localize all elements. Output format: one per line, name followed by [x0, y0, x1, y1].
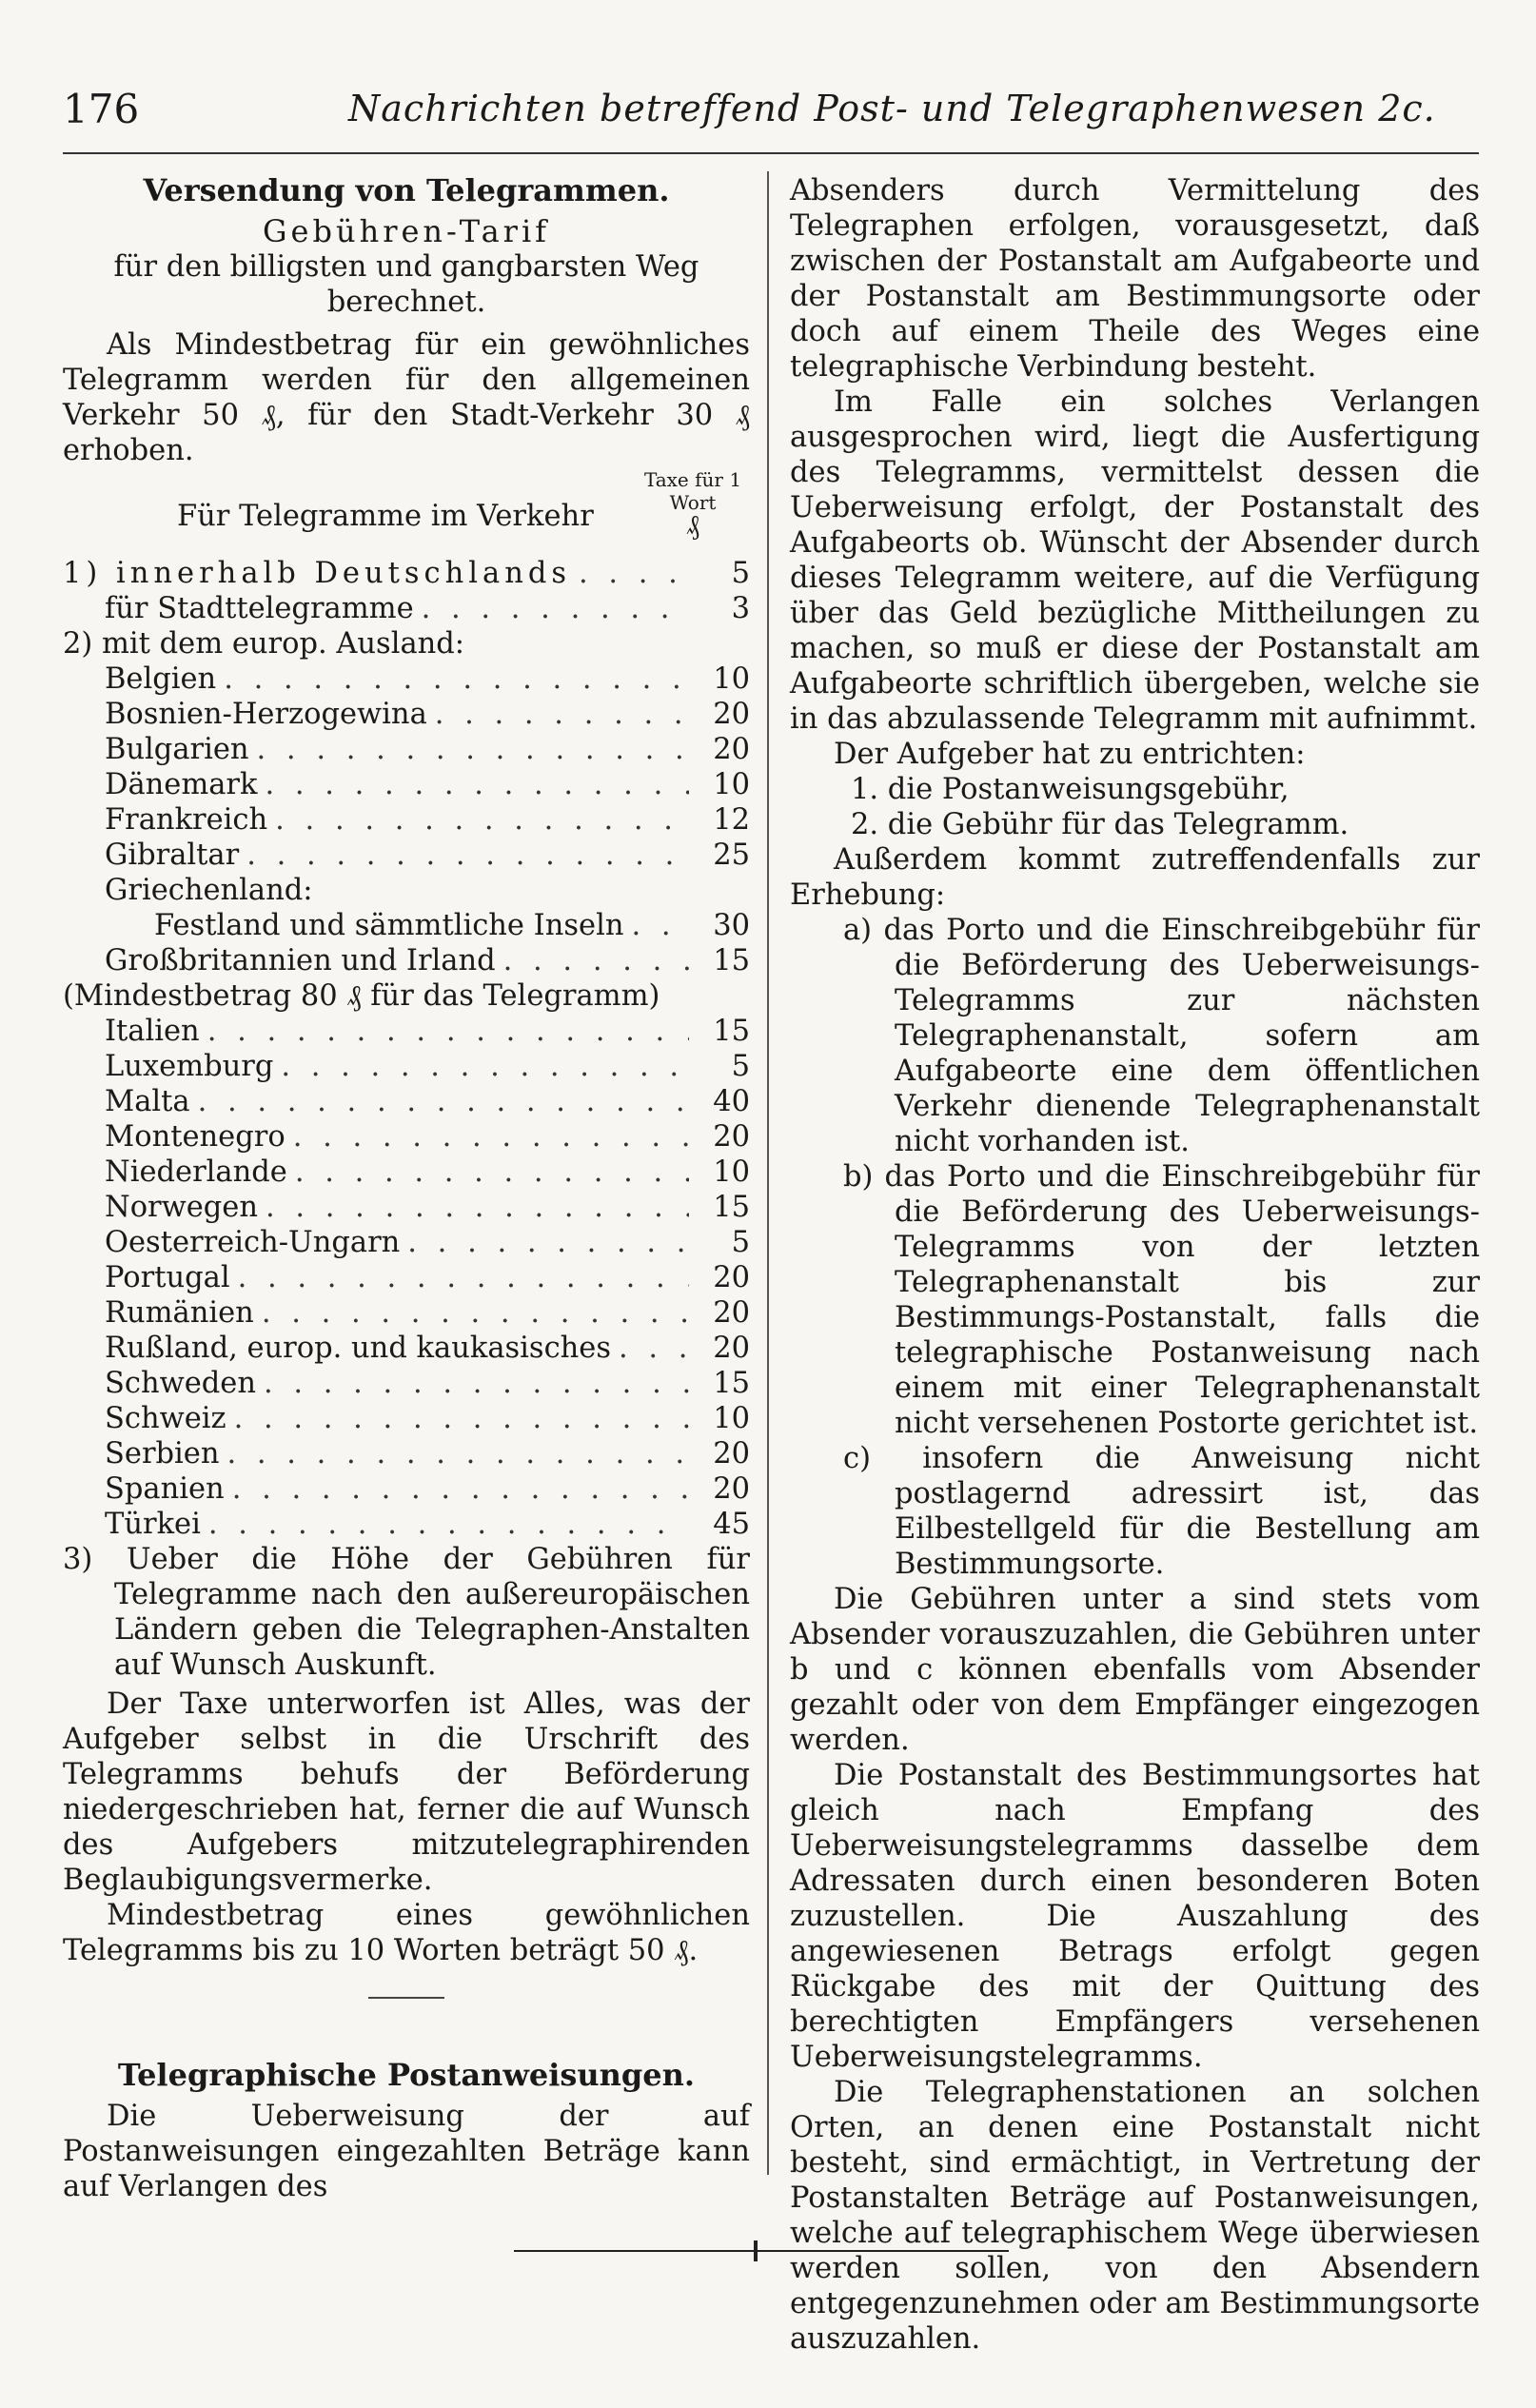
gb-note: (Mindestbetrag 80 ₰ für das Telegramm) [63, 979, 660, 1013]
country-name: Italien [105, 1015, 200, 1048]
charge-item-c: c) insofern die Anweisung nicht postlagernd adressirt ist, das Eilbestellgeld für die Bestellung am Bestimmungsorte. [843, 1442, 1480, 1581]
table-row [63, 1366, 750, 1401]
country-name: Türkei [105, 1508, 201, 1541]
country-rate: 20 [713, 1120, 750, 1154]
leader-dots [293, 1119, 689, 1155]
table-row [63, 732, 750, 767]
bottom-ornament-rule [514, 2240, 1009, 2260]
country-rate: 10 [713, 768, 750, 801]
section-title-telegrams: Versendung von Telegrammen. [143, 172, 670, 208]
row-label: Festland und sämmtliche Inseln [154, 909, 624, 942]
table-row [63, 908, 750, 943]
country-name: Belgien [105, 662, 217, 696]
table-row [63, 943, 750, 978]
table-header-rate [636, 468, 750, 539]
country-name: Frankreich [105, 803, 268, 837]
leader-dots [208, 1507, 689, 1542]
leader-dots [281, 1049, 689, 1084]
right-paragraph-2: Im Falle ein solches Verlangen ausgesprochen wird, liegt die Ausfertigung des Telegramms, vermittelst dessen die Ueberweisung erfolgt, der Postanstalt des Aufgabeorts ob. Wünscht der Absender durch dieses Telegramm weitere, auf die Verfügung über das Geld bezügliche Mittheilungen zu machen, so muß er diese der Postanstalt am Aufgabeorte schriftlich übergeben, welche sie in das abzulassende Telegramm mit aufnimmt. [790, 385, 1480, 736]
row-label: für Stadttelegramme [105, 592, 414, 625]
leader-dots [207, 1014, 689, 1049]
section-2-label: 2) mit dem europ. Ausland: [63, 627, 465, 661]
country-name: Montenegro [105, 1120, 286, 1154]
leader-dots [234, 1401, 689, 1436]
table-row [63, 802, 750, 838]
table-row [63, 1225, 750, 1260]
country-name: Niederlande [105, 1155, 287, 1189]
right-paragraph-3: Der Aufgeber hat zu entrichten: [834, 738, 1306, 771]
charge-item-b: b) das Porto und die Einschreibgebühr für die Beförderung des Ueberweisungs-Telegramms von der letzten Telegraphenanstalt bis zur Bestimmungs-Postanstalt, falls die telegraphische Postanweisung nach einem mit einer Telegraphenanstalt nicht versehenen Postorte gerichtet ist. [843, 1160, 1480, 1440]
table-row [63, 661, 750, 697]
right-paragraph-1: Absenders durch Vermittelung des Telegraphen erfolgen, vorausgesetzt, daß zwischen der Postanstalt am Aufgabeorte und der Postanstalt am Bestimmungsorte oder doch auf einem Theile des Weges eine telegraphische Verbindung besteht. [790, 174, 1480, 384]
postal-orders-paragraph: Die Ueberweisung der auf Postanweisungen eingezahlten Beträge kann auf Verlangen des [63, 2100, 750, 2203]
intro-paragraph: Als Mindestbetrag für ein gewöhnliches Telegramm werden für den allgemeinen Verkehr 50 ₰, für den Stadt-Verkehr 30 ₰ erhoben. [63, 328, 750, 467]
table-row [63, 1190, 750, 1225]
section-separator [368, 1997, 444, 1999]
country-name: Dänemark [105, 768, 258, 801]
table-row [63, 1260, 750, 1295]
right-column [790, 173, 1480, 2357]
leader-dots [579, 556, 689, 591]
country-list-a [63, 661, 750, 873]
leader-dots [238, 1260, 689, 1295]
leader-dots [246, 838, 689, 873]
row-value: 3 [731, 592, 750, 625]
row-value: 15 [713, 944, 750, 977]
row-label: 1) innerhalb Deutschlands [63, 557, 572, 590]
tariff-heading: Gebühren-Tarif [262, 213, 551, 249]
leader-dots [407, 1225, 689, 1260]
table-row [63, 1401, 750, 1436]
country-rate: 15 [713, 1191, 750, 1224]
country-rate: 20 [713, 1296, 750, 1330]
row-value: 5 [731, 557, 750, 590]
country-list-b [63, 1014, 750, 1542]
country-name: Bulgarien [105, 733, 249, 766]
table-row [63, 1119, 750, 1155]
left-column [63, 173, 750, 2204]
right-paragraph-7: Die Telegraphenstationen an solchen Orten, an denen eine Postanstalt nicht besteht, sind ermächtigt, in Vertretung der Postanstalten Beträge auf Postanweisungen, welche auf telegraphischem Wege überwiesen werden sollen, von den Absendern entgegenzunehmen oder am Bestimmungsorte auszuzahlen. [790, 2076, 1480, 2356]
leader-dots [262, 1295, 689, 1331]
table-row [63, 591, 750, 626]
country-name: Schweiz [105, 1402, 226, 1435]
country-rate: 20 [713, 1332, 750, 1365]
country-rate: 15 [713, 1367, 750, 1400]
country-name: Norwegen [105, 1191, 259, 1224]
country-name: Serbien [105, 1437, 220, 1470]
country-rate: 10 [713, 1155, 750, 1189]
country-rate: 5 [731, 1226, 750, 1259]
page-header [63, 82, 1479, 148]
leader-dots [631, 908, 689, 943]
country-rate: 10 [713, 662, 750, 696]
table-header [63, 468, 750, 556]
table-row [63, 1507, 750, 1542]
table-header-rate-label: Taxe für 1 Wort [643, 468, 742, 514]
country-rate: 40 [713, 1085, 750, 1118]
table-header-label: Für Telegramme im Verkehr [177, 500, 594, 533]
country-name: Bosnien-Herzogewina [105, 698, 427, 731]
row-value: 30 [713, 909, 750, 942]
country-rate: 5 [731, 1050, 750, 1083]
table-row [63, 1014, 750, 1049]
minimum-paragraph: Mindestbetrag eines gewöhnlichen Telegramms bis zu 10 Worten beträgt 50 ₰. [63, 1899, 750, 1967]
table-row [63, 1049, 750, 1084]
page-number: 176 [63, 86, 140, 132]
country-rate: 20 [713, 1261, 750, 1294]
fee-item: 1. die Postanweisungsgebühr, [851, 773, 1290, 806]
leader-dots [266, 1190, 689, 1225]
country-name: Gibraltar [105, 839, 240, 872]
country-rate: 45 [713, 1508, 750, 1541]
leader-dots [224, 661, 689, 697]
leader-dots [275, 802, 689, 838]
table-row [63, 697, 750, 732]
leader-dots [422, 591, 689, 626]
country-name: Rußland, europ. und kaukasisches [105, 1332, 611, 1365]
country-name: Portugal [105, 1261, 230, 1294]
country-rate: 20 [713, 1472, 750, 1506]
section-separator-space [63, 1997, 750, 2058]
leader-dots [503, 943, 689, 978]
country-rate: 10 [713, 1402, 750, 1435]
table-row [63, 1155, 750, 1190]
country-name: Luxemburg [105, 1050, 274, 1083]
country-rate: 20 [713, 733, 750, 766]
table-row [63, 556, 750, 591]
table-header-unit: ₰ [686, 509, 699, 541]
table-row [63, 1295, 750, 1331]
right-paragraph-5: Die Gebühren unter a sind stets vom Absender vorauszuzahlen, die Gebühren unter b und c können ebenfalls vom Absender gezahlt oder von dem Empfänger eingezogen werden. [790, 1583, 1480, 1757]
country-name: Rumänien [105, 1296, 254, 1330]
country-name: Schweden [105, 1367, 256, 1400]
leader-dots [232, 1471, 689, 1507]
section-title-postal-orders: Telegraphische Postanweisungen. [117, 2057, 696, 2093]
leader-dots [619, 1331, 689, 1366]
table-row [63, 1331, 750, 1366]
country-name: Spanien [105, 1472, 225, 1506]
country-rate: 20 [713, 698, 750, 731]
tariff-subheading: für den billigsten und gangbarsten Weg berechnet. [113, 250, 699, 319]
charge-item-a: a) das Porto und die Einschreibgebühr für die Beförderung des Ueberweisungs-Telegramms zur nächsten Telegraphenanstalt, sofern am Aufgabeorte eine dem öffentlichen Verkehr dienende Telegraphenanstalt nicht vorhanden ist. [843, 914, 1480, 1158]
leader-dots [227, 1436, 690, 1471]
running-title: Nachrichten betreffend Post- und Telegraphenwesen 2c. [348, 88, 1436, 129]
leader-dots [257, 732, 689, 767]
country-name: Malta [105, 1085, 190, 1118]
leader-dots [198, 1084, 689, 1119]
leader-dots [264, 1366, 689, 1401]
section-3-paragraph: 3) Ueber die Höhe der Gebühren für Telegramme nach den außereuropäischen Ländern geben die Telegraphen-Anstalten auf Wunsch Auskunft. [63, 1543, 750, 1682]
table-row [63, 1084, 750, 1119]
bottom-ornament-tick [754, 2240, 758, 2261]
leader-dots [266, 767, 690, 802]
country-rate: 12 [713, 803, 750, 837]
country-name: Oesterreich-Ungarn [105, 1226, 401, 1259]
right-paragraph-4: Außerdem kommt zutreffendenfalls zur Erhebung: [790, 843, 1480, 912]
row-label: Großbritannien und Irland [105, 944, 496, 977]
country-rate: 15 [713, 1015, 750, 1048]
leader-dots [435, 697, 689, 732]
leader-dots [295, 1155, 689, 1190]
table-row [63, 767, 750, 802]
right-paragraph-6: Die Postanstalt des Bestimmungsortes hat gleich nach Empfang des Ueberweisungstelegramms dasselbe dem Adressaten durch einen besonderen Boten zuzustellen. Die Auszahlung des angewiesenen Betrags erfolgt gegen Rückgabe des mit der Quittung des berechtigten Empfängers versehenen Ueberweisungstelegramms. [790, 1759, 1480, 2074]
table-row [63, 838, 750, 873]
country-rate: 20 [713, 1437, 750, 1470]
column-divider [767, 171, 769, 2175]
table-row [63, 1436, 750, 1471]
header-rule [63, 152, 1479, 154]
country-rate: 25 [713, 839, 750, 872]
country-greece: Griechenland: [105, 874, 313, 907]
taxe-paragraph: Der Taxe unterworfen ist Alles, was der Aufgeber selbst in die Urschrift des Telegramms behufs der Beförderung niedergeschrieben hat, ferner die auf Wunsch des Aufgebers mitzutelegraphirenden Beglaubigungsvermerke. [63, 1688, 750, 1897]
table-row [63, 1471, 750, 1507]
fee-item: 2. die Gebühr für das Telegramm. [851, 808, 1349, 841]
